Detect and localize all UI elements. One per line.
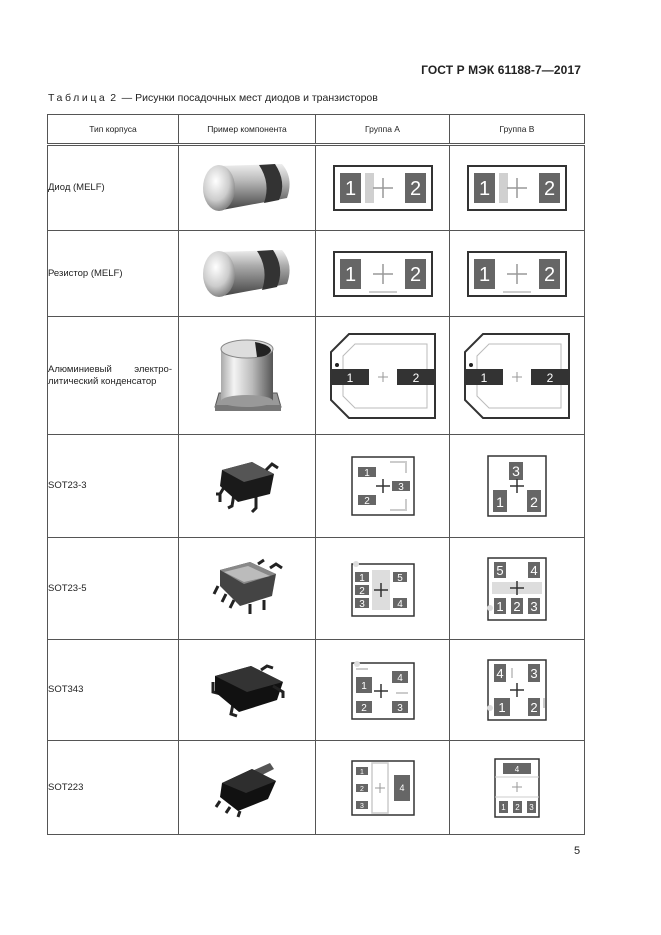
pad-label: 3 bbox=[530, 666, 538, 681]
pad-label: 3 bbox=[530, 598, 538, 614]
pad-label: 1 bbox=[359, 768, 364, 776]
page-number: 5 bbox=[574, 845, 581, 857]
group-a-footprint bbox=[316, 640, 450, 741]
row-type: Резистор (MELF) bbox=[48, 231, 179, 317]
pad-label: 4 bbox=[530, 562, 538, 578]
row-type: Алюминиевый электро-литический конденсатор bbox=[48, 317, 179, 435]
table-caption bbox=[48, 92, 378, 104]
pad-label: 3 bbox=[396, 703, 403, 714]
pad-label: 2 bbox=[363, 496, 370, 507]
table-row bbox=[48, 231, 585, 317]
group-a-footprint bbox=[316, 231, 450, 317]
pad-label: 4 bbox=[398, 782, 405, 793]
pad-label: 2 bbox=[530, 700, 538, 715]
component-image-sot223 bbox=[179, 741, 316, 835]
group-b-footprint bbox=[450, 435, 585, 538]
group-b-footprint bbox=[450, 640, 585, 741]
pad-label: 2 bbox=[546, 370, 554, 385]
pad-label: 1 bbox=[498, 700, 506, 715]
pad-label: 4 bbox=[396, 673, 403, 684]
pad-label: 2 bbox=[359, 785, 364, 793]
pad-label: 1 bbox=[496, 494, 504, 510]
caption-number: 2 bbox=[110, 92, 119, 104]
pad-label: 1 bbox=[480, 370, 488, 385]
pad-label: 1 bbox=[501, 802, 506, 812]
pad-label: 3 bbox=[397, 482, 404, 493]
col-header-group-b: Группа B bbox=[450, 115, 585, 145]
row-type: SOT223 bbox=[48, 741, 179, 835]
row-type: SOT23-3 bbox=[48, 435, 179, 538]
pad-label: 2 bbox=[543, 178, 556, 200]
table-row bbox=[48, 145, 585, 231]
component-image-melf-diode bbox=[179, 145, 316, 231]
component-image-sot343 bbox=[179, 640, 316, 741]
pad-label: 2 bbox=[360, 703, 367, 714]
col-header-type: Тип корпуса bbox=[48, 115, 179, 145]
row-type: SOT343 bbox=[48, 640, 179, 741]
group-b-footprint bbox=[450, 145, 585, 231]
footprint-table bbox=[47, 114, 585, 835]
group-b-footprint bbox=[450, 231, 585, 317]
pad-label: 2 bbox=[409, 178, 421, 200]
pad-label: 2 bbox=[543, 263, 556, 286]
table-row bbox=[48, 741, 585, 835]
pad-label: 3 bbox=[512, 463, 520, 479]
pad-label: 3 bbox=[359, 802, 364, 810]
group-a-footprint bbox=[316, 317, 450, 435]
pad-label: 1 bbox=[496, 598, 504, 614]
pad-label: 2 bbox=[513, 598, 521, 614]
pad-label: 1 bbox=[478, 263, 491, 286]
group-b-footprint bbox=[450, 538, 585, 640]
caption-label: Таблица bbox=[48, 92, 108, 104]
pad-label: 4 bbox=[514, 764, 520, 774]
group-a-footprint bbox=[316, 435, 450, 538]
col-header-example: Пример компонента bbox=[179, 115, 316, 145]
pad-label: 2 bbox=[530, 494, 538, 510]
pad-label: 3 bbox=[358, 598, 365, 610]
row-type: Диод (MELF) bbox=[48, 145, 179, 231]
table-row bbox=[48, 538, 585, 640]
group-b-footprint bbox=[450, 317, 585, 435]
pad-label: 1 bbox=[363, 468, 370, 479]
table-row bbox=[48, 435, 585, 538]
component-image-melf-resistor bbox=[179, 231, 316, 317]
group-a-footprint bbox=[316, 741, 450, 835]
caption-text: — Рисунки посадочных мест диодов и транзисторов bbox=[121, 92, 378, 104]
pad-label: 5 bbox=[496, 562, 504, 578]
col-header-group-a: Группа A bbox=[316, 115, 450, 145]
component-image-sot23-3 bbox=[179, 435, 316, 538]
group-a-footprint bbox=[316, 145, 450, 231]
pad-label: 2 bbox=[409, 263, 421, 286]
pad-label: 5 bbox=[396, 572, 403, 584]
pad-label: 1 bbox=[344, 263, 356, 286]
group-a-footprint bbox=[316, 538, 450, 640]
pad-label: 4 bbox=[496, 666, 504, 681]
standard-header: ГОСТ Р МЭК 61188-7—2017 bbox=[421, 63, 581, 77]
pad-label: 3 bbox=[529, 802, 534, 812]
table-row bbox=[48, 640, 585, 741]
pad-label: 1 bbox=[478, 178, 491, 200]
component-image-sot23-5 bbox=[179, 538, 316, 640]
table-row bbox=[48, 317, 585, 435]
pad-label: 4 bbox=[396, 598, 403, 610]
group-b-footprint bbox=[450, 741, 585, 835]
table-header-row bbox=[48, 115, 585, 145]
pad-label: 2 bbox=[412, 370, 419, 385]
pad-label: 2 bbox=[358, 585, 365, 597]
pad-label: 2 bbox=[515, 802, 520, 812]
pad-label: 1 bbox=[360, 681, 367, 692]
pad-label: 1 bbox=[346, 370, 353, 385]
row-type: SOT23-5 bbox=[48, 538, 179, 640]
component-image-electrolytic-capacitor bbox=[179, 317, 316, 435]
pad-label: 1 bbox=[358, 572, 365, 584]
pad-label: 1 bbox=[344, 178, 356, 200]
